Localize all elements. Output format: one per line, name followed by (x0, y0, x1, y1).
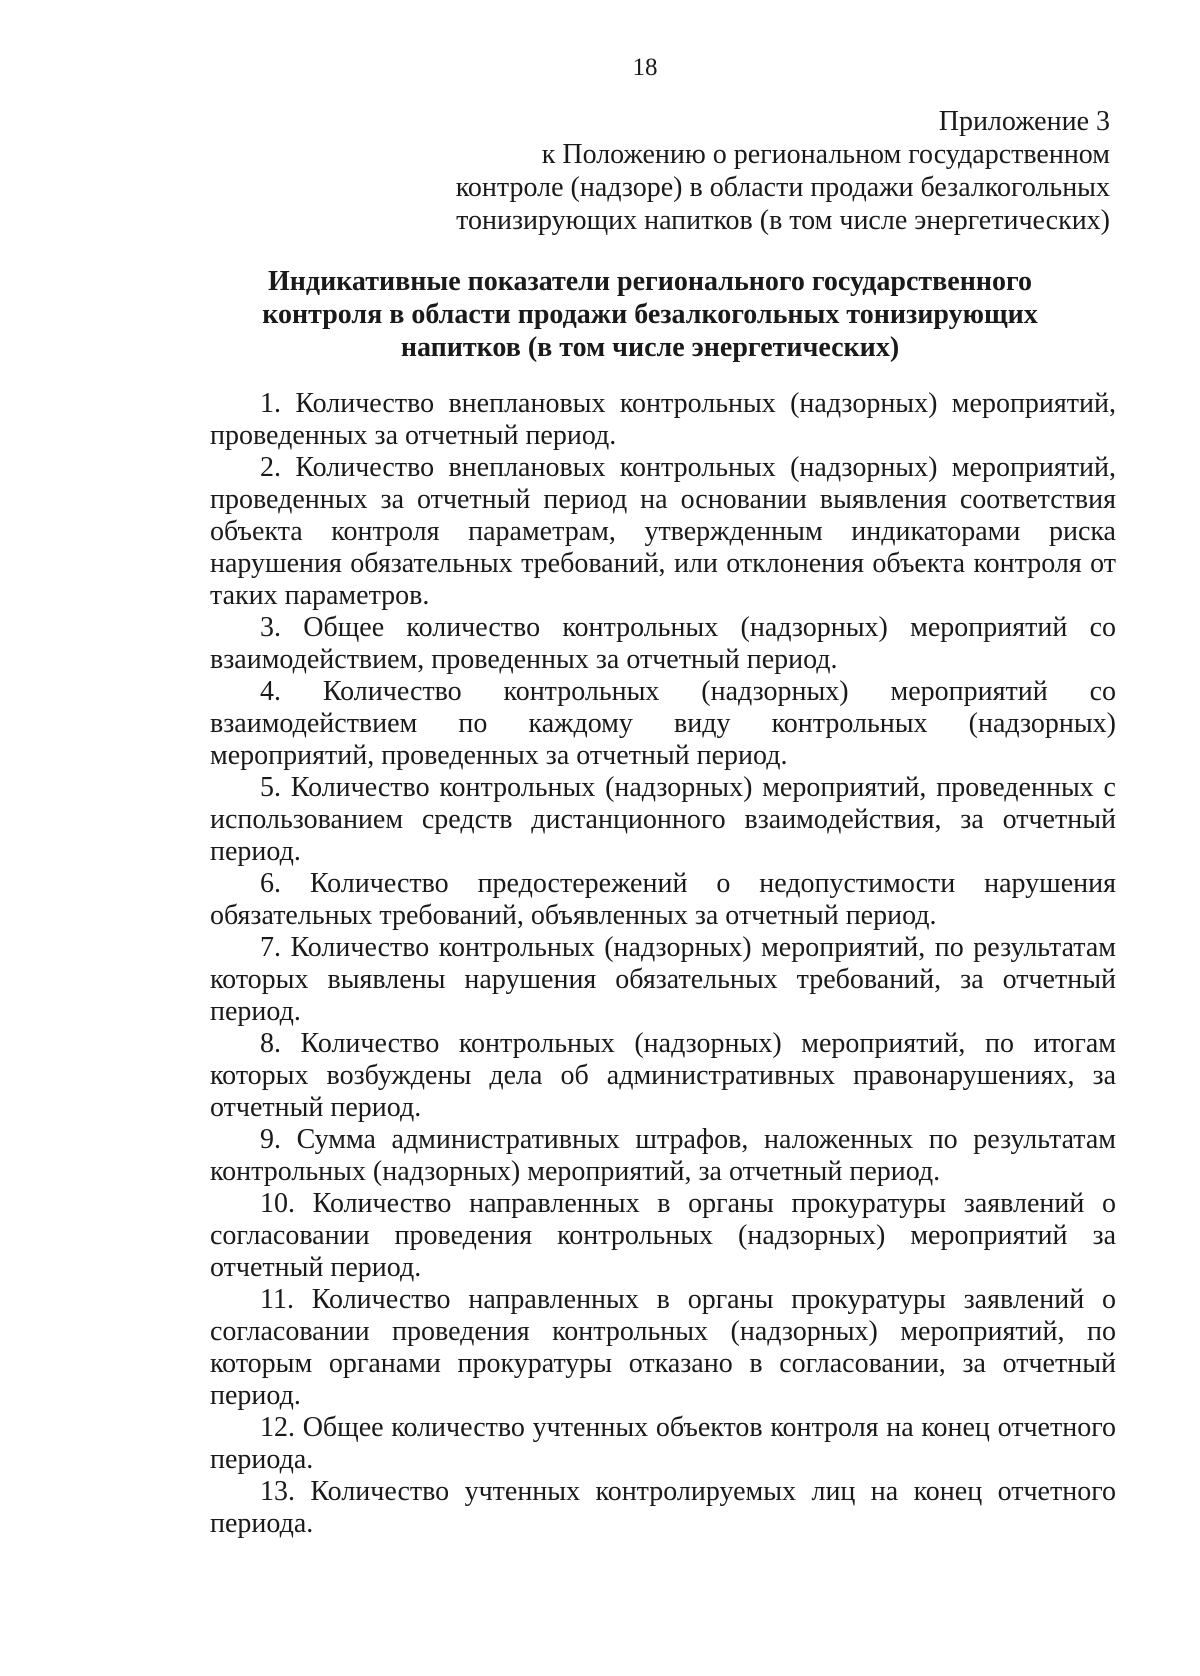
appendix-line-4: тонизирующих напитков (в том числе энергетических) (456, 205, 1110, 236)
appendix-line-2: к Положению о региональном государственном (541, 139, 1110, 170)
title-line-3: напитков (в том числе энергетических) (400, 332, 900, 363)
list-item: 13. Количество учтенных контролируемых лиц на конец отчетного периода. (210, 1476, 1116, 1539)
list-item: 10. Количество направленных в органы прокуратуры заявлений о согласовании проведения контрольных (надзорных) мероприятий за отчетный период. (210, 1188, 1116, 1283)
list-item: 3. Общее количество контрольных (надзорных) мероприятий со взаимодействием, проведенных за отчетный период. (210, 612, 1116, 675)
list-item: 2. Количество внеплановых контрольных (надзорных) мероприятий, проведенных за отчетный период на основании выявления соответствия объекта контроля параметрам, утвержденным индикаторами риска нарушения обязательных требований, или отклонения объекта контроля от таких параметров. (210, 452, 1116, 611)
title-line-2: контроля в области продажи безалкогольных тонизирующих (262, 299, 1038, 330)
document-title (230, 265, 1070, 364)
appendix-line-1: Приложение 3 (938, 106, 1110, 137)
list-item: 5. Количество контрольных (надзорных) мероприятий, проведенных с использованием средств дистанционного взаимодействия, за отчетный период. (210, 772, 1116, 867)
list-item: 11. Количество направленных в органы прокуратуры заявлений о согласовании проведения контрольных (надзорных) мероприятий, по которым органами прокуратуры отказано в согласовании, за отчетный период. (210, 1284, 1116, 1411)
appendix-heading (450, 105, 1110, 237)
list-item: 7. Количество контрольных (надзорных) мероприятий, по результатам которых выявлены нарушения обязательных требований, за отчетный период. (210, 932, 1116, 1027)
list-item: 12. Общее количество учтенных объектов контроля на конец отчетного периода. (210, 1412, 1116, 1475)
page-number: 18 (632, 54, 658, 81)
list-item: 9. Сумма административных штрафов, наложенных по результатам контрольных (надзорных) мероприятий, за отчетный период. (210, 1124, 1116, 1187)
list-item: 6. Количество предостережений о недопустимости нарушения обязательных требований, объявленных за отчетный период. (210, 868, 1116, 931)
indicator-list (210, 388, 1116, 1540)
list-item: 1. Количество внеплановых контрольных (надзорных) мероприятий, проведенных за отчетный период. (210, 388, 1116, 451)
list-item: 4. Количество контрольных (надзорных) мероприятий со взаимодействием по каждому виду контрольных (надзорных) мероприятий, проведенных за отчетный период. (210, 676, 1116, 771)
appendix-line-3: контроле (надзоре) в области продажи безалкогольных (455, 172, 1110, 203)
list-item: 8. Количество контрольных (надзорных) мероприятий, по итогам которых возбуждены дела об административных правонарушениях, за отчетный период. (210, 1028, 1116, 1123)
title-line-1: Индикативные показатели регионального государственного (268, 266, 1032, 297)
